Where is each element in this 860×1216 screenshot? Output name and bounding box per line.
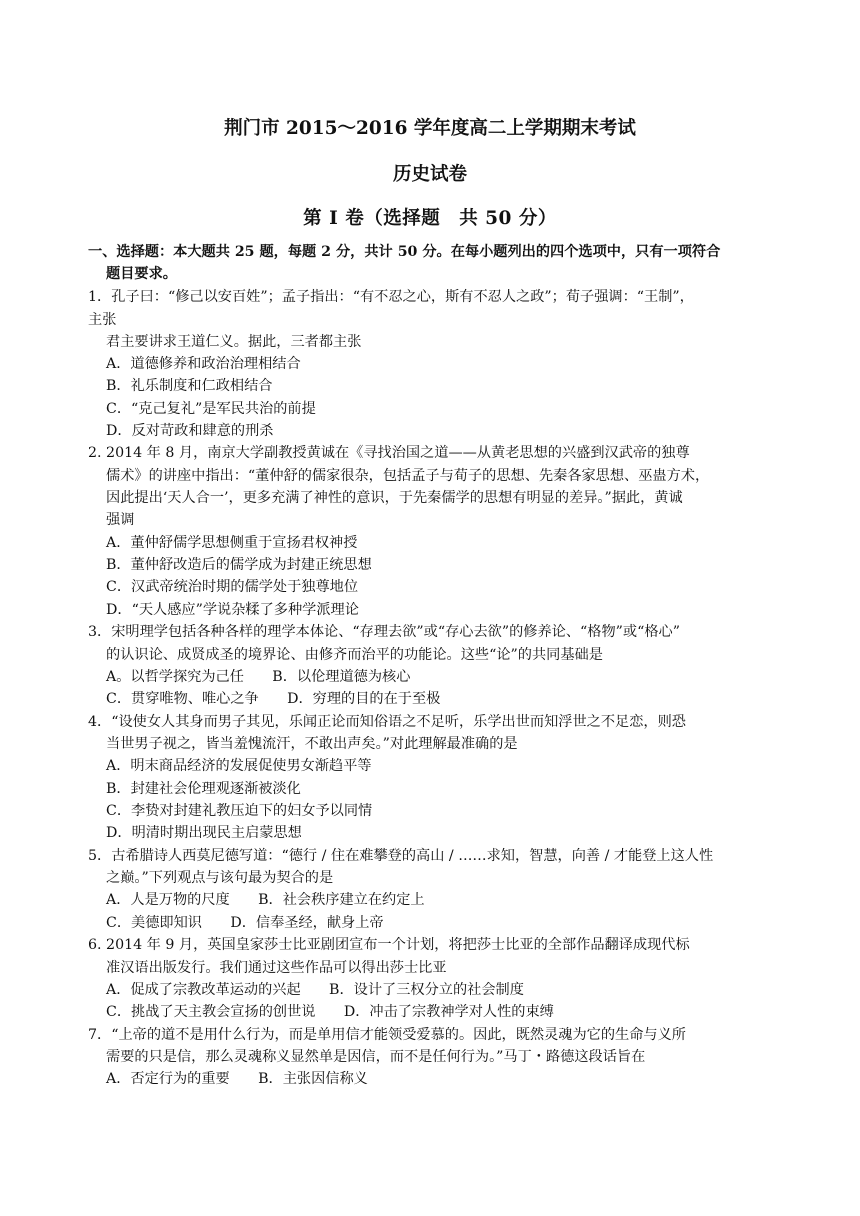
- question-6-text: 准汉语出版发行。我们通过这些作品可以得出莎士比亚: [106, 960, 447, 976]
- question-1-option: A．道德修养和政治治理相结合: [106, 356, 301, 372]
- question-1-option: C．“克己复礼”是军民共治的前提: [106, 401, 316, 417]
- question-6-option: C．挑战了天主教会宣扬的创世说 D．冲击了宗教神学对人性的束缚: [106, 1004, 554, 1020]
- question-3-text: 的认识论、成贤成圣的境界论、由修齐而治平的功能论。这些“论”的共同基础是: [106, 647, 603, 663]
- question-2-option: C．汉武帝统治时期的儒学处于独尊地位: [106, 579, 359, 595]
- question-4-option: A．明末商品经济的发展促使男女渐趋平等: [106, 758, 372, 774]
- question-7-text: 7．“上帝的道不是用什么行为，而是单用信才能领受爱慕的。因此，既然灵魂为它的生命与义所: [88, 1027, 686, 1043]
- question-4-option: C．李贽对封建礼教压迫下的妇女予以同情: [106, 803, 373, 819]
- question-2-option: D．“天人感应”学说杂糅了多种学派理论: [106, 602, 359, 618]
- question-2-text: 因此提出‘天人合一’，更多充满了神性的意识，于先秦儒学的思想有明显的差异。”据此，黄诚: [106, 490, 683, 506]
- question-5-text: 5．古希腊诗人西莫尼德写道：“德行 / 住在难攀登的高山 / ……求知，智慧，向善 / 才能登上这人性: [88, 848, 714, 864]
- question-7-option: A．否定行为的重要 B．主张因信称义: [106, 1071, 368, 1087]
- question-2-option: A．董仲舒儒学思想侧重于宣扬君权神授: [106, 535, 358, 551]
- question-2-text: 儒术》的讲座中指出：“董仲舒的儒家很杂，包括孟子与荀子的思想、先秦各家思想、巫蛊方术，: [106, 468, 710, 484]
- section-title: 第 I 卷（选择题 共 50 分）: [303, 208, 557, 229]
- question-6-option: A．促成了宗教改革运动的兴起 B．设计了三权分立的社会制度: [106, 982, 524, 998]
- question-4-option: B．封建社会伦理观逐渐被淡化: [106, 781, 301, 797]
- question-4-text: 4．“设使女人其身而男子其见，乐闻正论而知俗语之不足听，乐学出世而知浮世之不足恋，则恐: [88, 714, 686, 730]
- question-1-text: 君主要讲求王道仁义。据此，三者都主张: [106, 334, 362, 350]
- question-1-option: B．礼乐制度和仁政相结合: [106, 378, 273, 394]
- question-4-text: 当世男子视之，皆当羞愧流汗，不敢出声矣。”对此理解最准确的是: [106, 736, 518, 752]
- question-2-text: 强调: [106, 512, 135, 528]
- instructions-line: 题目要求。: [106, 266, 177, 282]
- instructions-line: 一、选择题：本大题共 25 题，每题 2 分，共计 50 分。在每小题列出的四个选项中，只有一项符合: [88, 244, 721, 260]
- question-5-option: C．美德即知识 D．信奉圣经，献身上帝: [106, 915, 384, 931]
- question-7-text: 需要的只是信，那么灵魂称义显然单是因信，而不是任何行为。”马丁・路德这段话旨在: [106, 1049, 646, 1065]
- question-3-option: A。以哲学探究为己任 B．以伦理道德为核心: [106, 669, 411, 685]
- question-1-option: D．反对苛政和肆意的刑杀: [106, 423, 274, 439]
- question-1-text: 主张: [88, 312, 117, 328]
- question-5-text: 之巅。”下列观点与该句最为契合的是: [106, 870, 334, 886]
- question-3-text: 3．宋明理学包括各种各样的理学本体论、“存理去欲”或“存心去欲”的修养论、“格物”或“格心”: [88, 624, 680, 640]
- question-3-option: C．贯穿唯物、唯心之争 D．穷理的目的在于至极: [106, 691, 441, 707]
- question-5-option: A．人是万物的尺度 B．社会秩序建立在约定上: [106, 892, 425, 908]
- question-6-text: 6. 2014 年 9 月，英国皇家莎士比亚剧团宣布一个计划，将把莎士比亚的全部作品翻译成现代标: [88, 937, 690, 953]
- exam-title: 荆门市 2015～2016 学年度高二上学期期末考试: [224, 118, 636, 139]
- question-2-option: B．董仲舒改造后的儒学成为封建正统思想: [106, 557, 372, 573]
- question-2-text: 2. 2014 年 8 月，南京大学副教授黄诚在《寻找治国之道——从黄老思想的兴盛到汉武帝的独尊: [88, 445, 690, 461]
- question-1-text: 1．孔子曰：“修己以安百姓”；孟子指出：“有不忍之心，斯有不忍人之政”；荀子强调：“王制”，: [88, 289, 694, 305]
- subject-title: 历史试卷: [392, 164, 467, 185]
- question-4-option: D．明清时期出现民主启蒙思想: [106, 825, 302, 841]
